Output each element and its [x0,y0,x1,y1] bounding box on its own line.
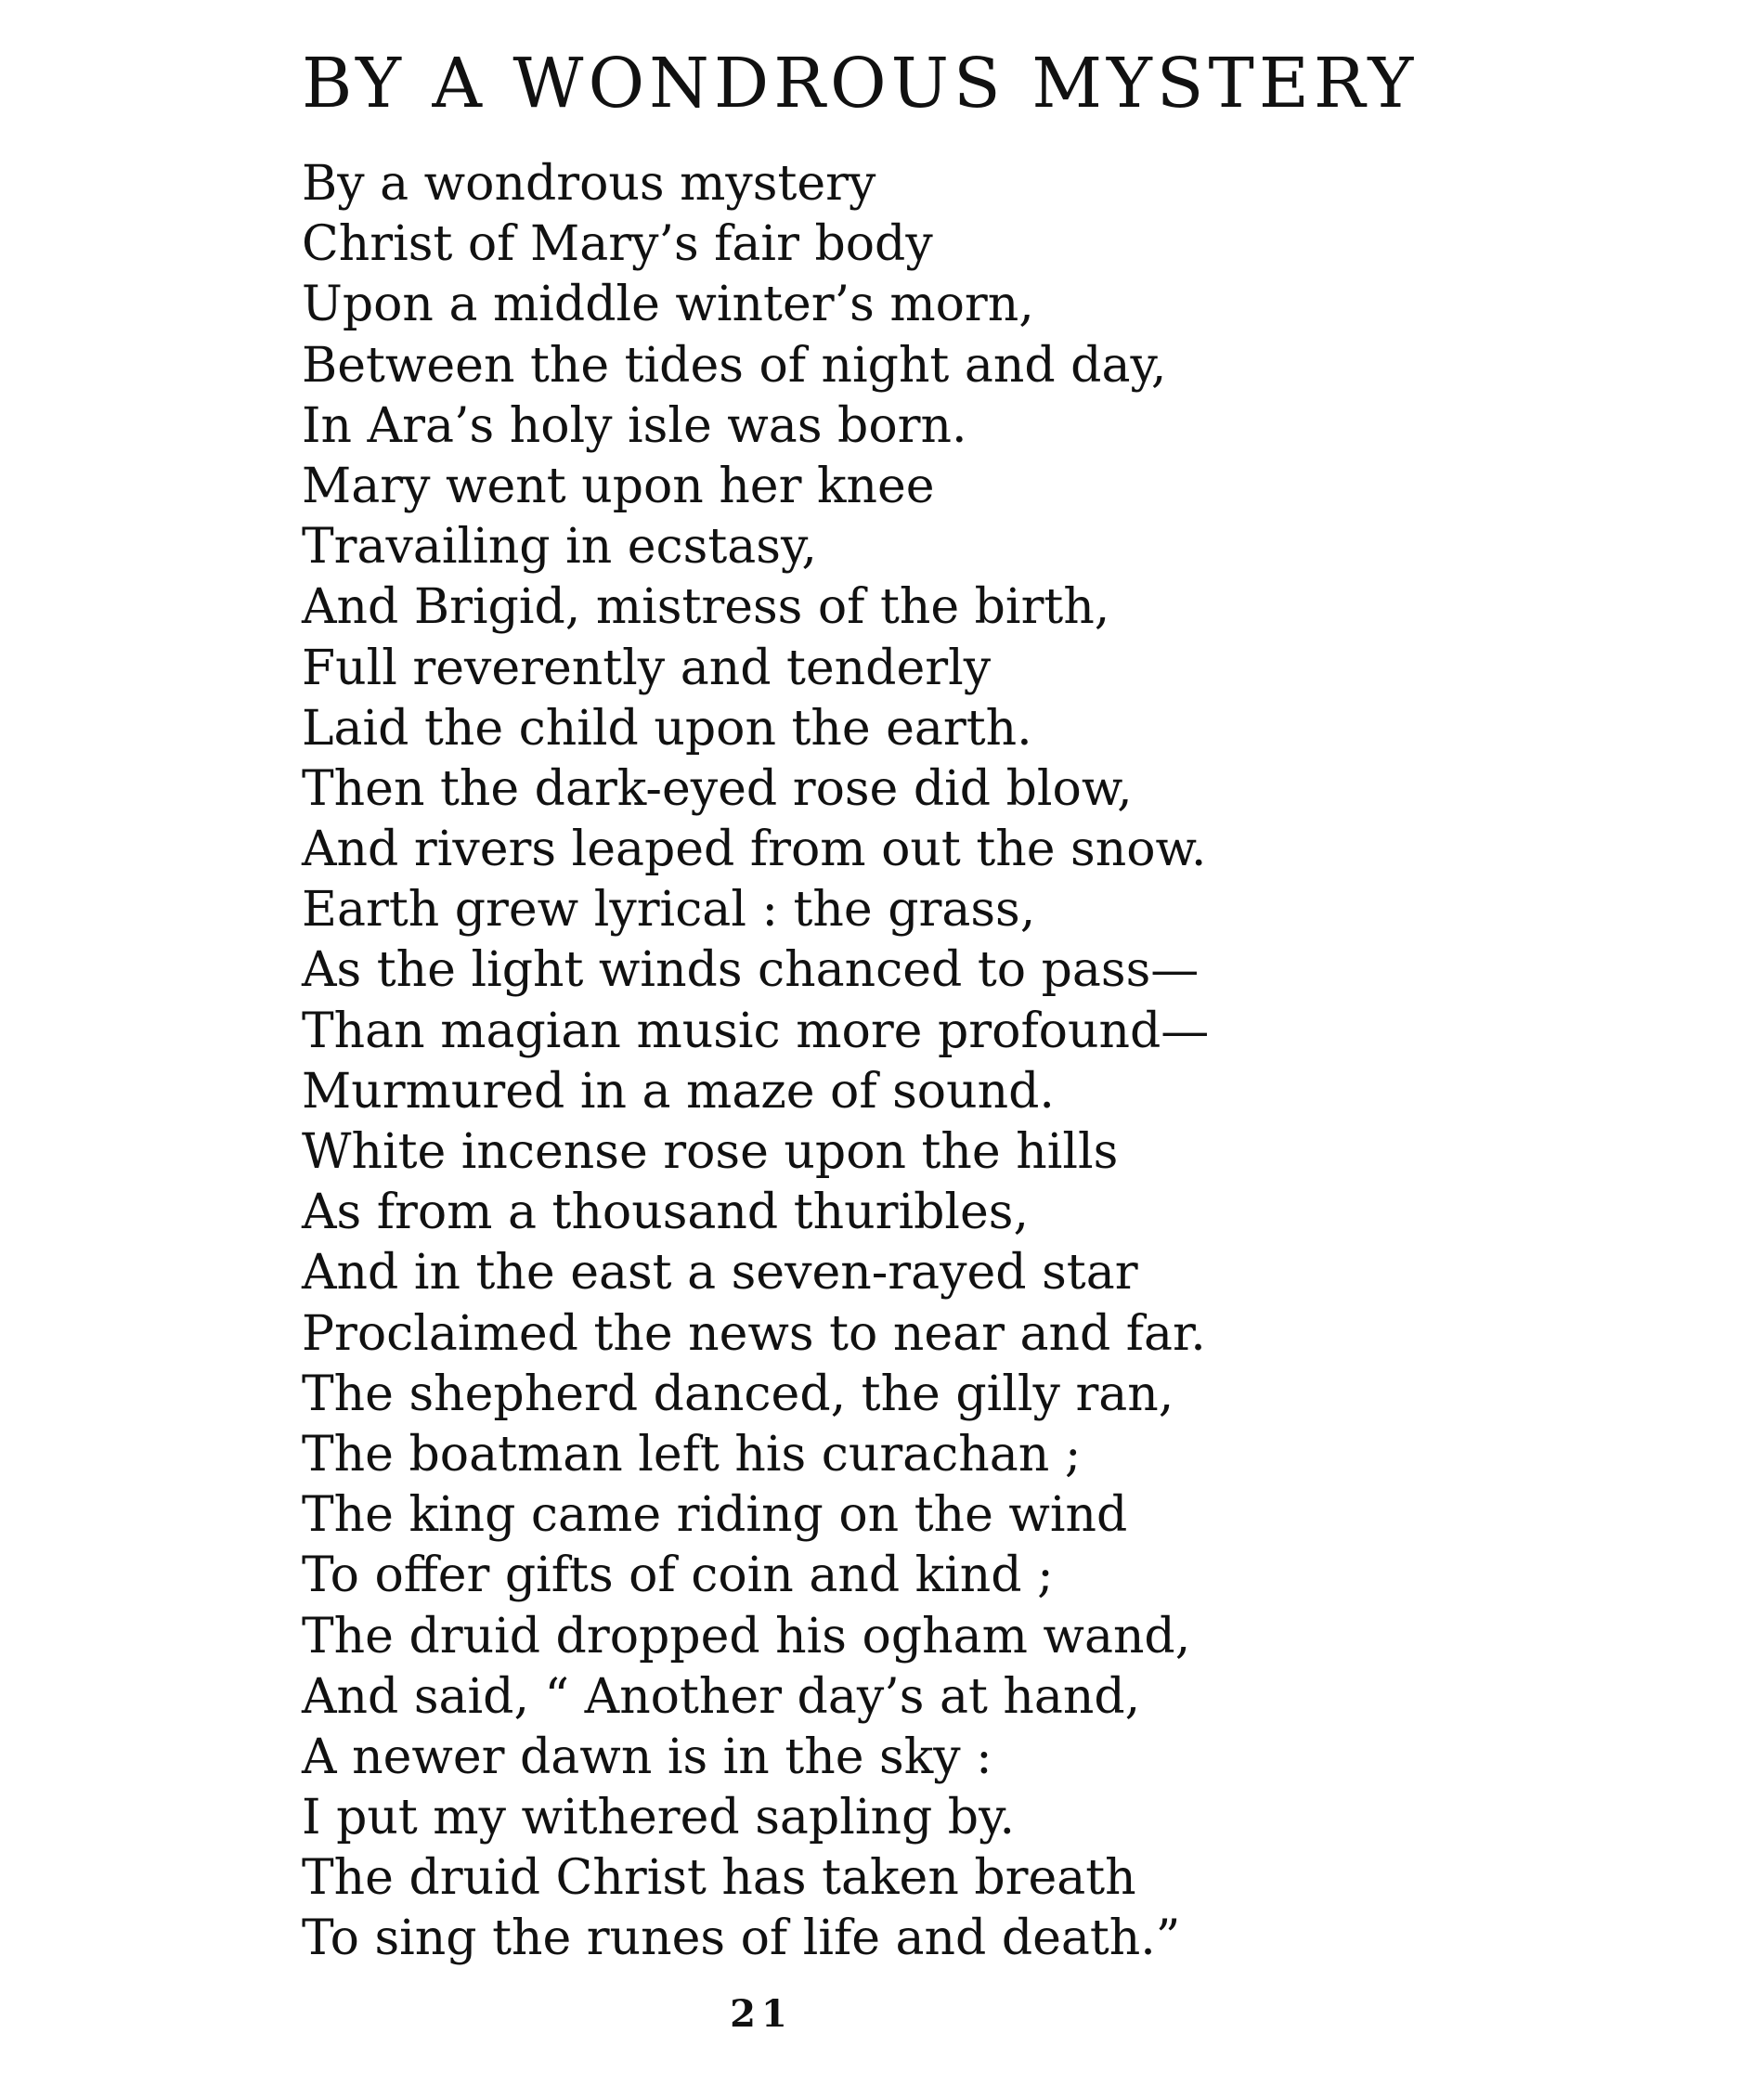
poem-title: BY A WONDROUS MYSTERY [302,44,1419,123]
poem-body [302,154,1209,1970]
poem-line: Mary went upon her knee [302,458,935,514]
poem-line: And rivers leaped from out the snow. [302,822,1207,878]
poem-line: Travailing in ecstasy, [302,519,817,576]
poem-line: I put my withered sapling by. [302,1790,1016,1846]
poem-line: Proclaimed the news to near and far. [302,1305,1206,1362]
poem-line: Then the dark-eyed rose did blow, [302,760,1133,817]
poem-line: Murmured in a maze of sound. [302,1063,1055,1120]
poem-line: And in the east a seven-rayed star [302,1245,1138,1302]
poem-line: And said, “ Another day’s at hand, [302,1668,1141,1725]
poem-line: As the light winds chanced to pass— [302,942,1200,999]
poem-line: The boatman left his curachan ; [302,1426,1082,1483]
poem-line: And Brigid, mistress of the birth, [302,579,1110,636]
poem-line: Christ of Mary’s fair body [302,216,933,273]
poem-line: Laid the child upon the earth. [302,700,1032,757]
poem-line: The druid Christ has taken breath [302,1850,1136,1907]
poem-line: Full reverently and tenderly [302,640,992,696]
poem-line: Than magian music more profound— [302,1003,1210,1059]
poem-line: To sing the runes of life and death.” [302,1910,1181,1967]
page-number: 21 [730,1992,793,2036]
poem-line: White incense rose upon the hills [302,1124,1119,1180]
poem-line: As from a thousand thuribles, [302,1185,1029,1241]
poem-line: The king came riding on the wind [302,1487,1128,1544]
poem-line: Upon a middle winter’s morn, [302,277,1034,333]
poem-line: Between the tides of night and day, [302,337,1167,394]
poem-line: In Ara’s holy isle was born. [302,397,967,454]
poem-line: Earth grew lyrical : the grass, [302,882,1036,939]
poem-line: The shepherd danced, the gilly ran, [302,1366,1174,1422]
poem-line: To offer gifts of coin and kind ; [302,1548,1054,1604]
poem-line: The druid dropped his ogham wand, [302,1608,1191,1664]
poem-line: A newer dawn is in the sky : [302,1729,992,1785]
poem-line: By a wondrous mystery [302,156,876,212]
